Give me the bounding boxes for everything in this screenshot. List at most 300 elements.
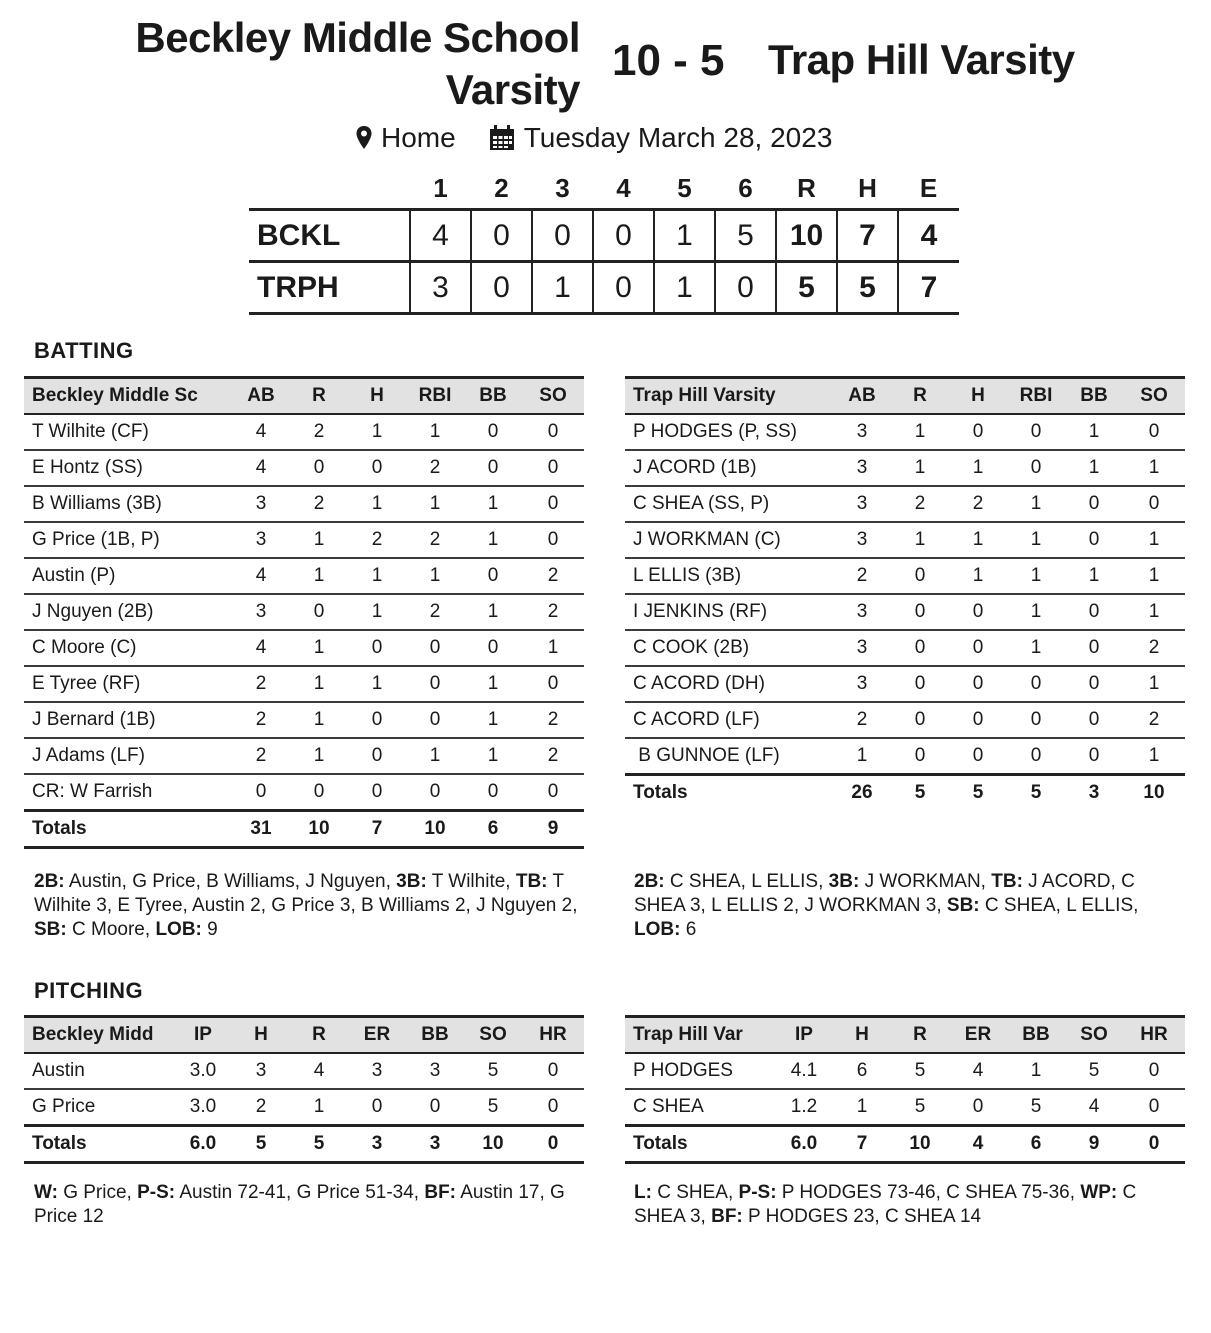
stat-value: 4 bbox=[232, 630, 290, 666]
game-meta bbox=[355, 122, 832, 154]
batting-section-title: BATTING bbox=[34, 338, 134, 363]
stat-value: 0 bbox=[348, 450, 406, 486]
stat-value: 0 bbox=[406, 774, 464, 811]
stat-value: 0 bbox=[464, 630, 522, 666]
stat-value: 1 bbox=[1123, 738, 1185, 775]
stat-value: 0 bbox=[348, 738, 406, 774]
column-header: H bbox=[855, 1024, 869, 1045]
stat-value: 0 bbox=[949, 630, 1007, 666]
column-header: H bbox=[254, 1024, 268, 1045]
stat-value: 0 bbox=[522, 774, 584, 811]
totals-value: 5 bbox=[232, 1126, 290, 1163]
table-header-row bbox=[24, 378, 584, 415]
totals-value: 26 bbox=[851, 782, 873, 803]
player-name: J ACORD (1B) bbox=[625, 450, 833, 486]
player-name: C ACORD (DH) bbox=[625, 666, 833, 702]
stat-value: 0 bbox=[522, 414, 584, 450]
stat-value: 1 bbox=[1065, 414, 1123, 450]
note-label: LOB: bbox=[634, 919, 681, 940]
table-row bbox=[24, 522, 584, 558]
stat-value: 3 bbox=[232, 522, 290, 558]
totals-label: Totals bbox=[625, 1126, 775, 1163]
stat-value: 1 bbox=[1007, 486, 1065, 522]
stat-value: 0 bbox=[522, 450, 584, 486]
totals-value: 6 bbox=[1007, 1126, 1065, 1163]
stat-value: 1 bbox=[1007, 594, 1065, 630]
player-name: B GUNNOE (LF) bbox=[625, 738, 833, 775]
stat-value: 1 bbox=[290, 522, 348, 558]
runs-header: R bbox=[797, 172, 816, 203]
player-name: C Moore (C) bbox=[24, 630, 232, 666]
inning-score: 1 bbox=[654, 262, 715, 314]
stat-value: 2 bbox=[891, 486, 949, 522]
inning-score: 0 bbox=[593, 262, 654, 314]
note-text: C SHEA, L ELLIS, bbox=[979, 895, 1139, 916]
note-label: 3B: bbox=[828, 871, 860, 892]
player-name: C COOK (2B) bbox=[625, 630, 833, 666]
stat-value: 0 bbox=[1065, 738, 1123, 775]
stat-value: 5 bbox=[1007, 1089, 1065, 1126]
game-date: Tuesday March 28, 2023 bbox=[523, 122, 833, 153]
stat-value: 4 bbox=[232, 414, 290, 450]
stat-value: 0 bbox=[1007, 414, 1065, 450]
player-name: P HODGES bbox=[625, 1053, 775, 1089]
note-text: Austin 72-41, G Price 51-34, bbox=[175, 1182, 425, 1203]
stat-value: 1 bbox=[522, 630, 584, 666]
total-runs: 10 bbox=[776, 210, 837, 262]
stat-value: 0 bbox=[1065, 702, 1123, 738]
stat-value: 1 bbox=[464, 666, 522, 702]
stat-value: 0 bbox=[348, 1089, 406, 1126]
note-text: C SHEA, L ELLIS, bbox=[664, 871, 829, 892]
stat-value: 4 bbox=[949, 1053, 1007, 1089]
totals-value: 5 bbox=[290, 1126, 348, 1163]
inning-score: 5 bbox=[715, 210, 776, 262]
stat-value: 2 bbox=[522, 558, 584, 594]
table-row bbox=[625, 522, 1185, 558]
column-header: ER bbox=[363, 1024, 391, 1045]
note-label: L: bbox=[634, 1182, 652, 1203]
note-text: J WORKMAN, bbox=[859, 871, 992, 892]
stat-value: 1 bbox=[406, 738, 464, 774]
stat-value: 0 bbox=[406, 630, 464, 666]
column-header: Trap Hill Var bbox=[633, 1024, 743, 1045]
totals-value: 7 bbox=[348, 811, 406, 848]
column-header: Trap Hill Varsity bbox=[633, 385, 776, 406]
stat-value: 1 bbox=[891, 450, 949, 486]
table-row bbox=[24, 666, 584, 702]
totals-label: Totals bbox=[24, 1126, 174, 1163]
stat-value: 0 bbox=[290, 450, 348, 486]
stat-value: 1 bbox=[833, 738, 891, 775]
stat-value: 0 bbox=[522, 522, 584, 558]
note-label: 2B: bbox=[634, 871, 665, 892]
stat-value: 1 bbox=[290, 702, 348, 738]
batting-notes-home bbox=[34, 870, 594, 942]
stat-value: 2 bbox=[833, 558, 891, 594]
table-row bbox=[625, 630, 1185, 666]
total-errors: 7 bbox=[898, 262, 959, 314]
stat-value: 0 bbox=[891, 630, 949, 666]
stat-value: 0 bbox=[464, 450, 522, 486]
totals-row bbox=[24, 1126, 584, 1163]
stat-value: 0 bbox=[891, 738, 949, 775]
linescore-row-away bbox=[249, 262, 959, 314]
stat-value: 1 bbox=[406, 486, 464, 522]
total-hits: 7 bbox=[837, 210, 898, 262]
totals-value: 0 bbox=[1123, 1126, 1185, 1163]
note-label: P-S: bbox=[137, 1182, 176, 1203]
stat-value: 1 bbox=[891, 522, 949, 558]
team-abbrev: TRPH bbox=[257, 270, 339, 304]
stat-value: 0 bbox=[464, 558, 522, 594]
errors-header: E bbox=[919, 172, 938, 203]
stat-value: 0 bbox=[949, 1089, 1007, 1126]
stat-value: 1 bbox=[290, 630, 348, 666]
stat-value: 3 bbox=[833, 450, 891, 486]
column-header: RBI bbox=[1019, 385, 1053, 406]
stat-value: 0 bbox=[891, 594, 949, 630]
player-name: Austin (P) bbox=[24, 558, 232, 594]
team-abbrev: BCKL bbox=[257, 218, 341, 252]
totals-label: Totals bbox=[633, 782, 688, 803]
total-hits: 5 bbox=[837, 262, 898, 314]
stat-value: 0 bbox=[348, 630, 406, 666]
note-label: WP: bbox=[1080, 1182, 1118, 1203]
column-header: IP bbox=[795, 1024, 813, 1045]
inning-score: 0 bbox=[532, 210, 593, 262]
note-text: Austin 17, G Price 12 bbox=[34, 1182, 565, 1227]
column-header: R bbox=[913, 385, 927, 406]
stat-value: 1 bbox=[464, 738, 522, 774]
inning-score: 0 bbox=[593, 210, 654, 262]
stat-value: 2 bbox=[232, 702, 290, 738]
stat-value: 0 bbox=[949, 702, 1007, 738]
table-row bbox=[625, 1089, 1185, 1126]
inning-score: 4 bbox=[410, 210, 471, 262]
pitching-table-away bbox=[625, 1015, 1185, 1164]
stat-value: 2 bbox=[232, 666, 290, 702]
totals-value: 10 bbox=[891, 1126, 949, 1163]
inning-score: 0 bbox=[715, 262, 776, 314]
total-runs: 5 bbox=[776, 262, 837, 314]
column-header: BB bbox=[1080, 385, 1108, 406]
totals-value: 4 bbox=[949, 1126, 1007, 1163]
stat-value: 0 bbox=[406, 702, 464, 738]
calendar-icon bbox=[488, 125, 516, 151]
note-text: C SHEA, bbox=[651, 1182, 739, 1203]
stat-value: 1 bbox=[290, 738, 348, 774]
column-header: BB bbox=[1022, 1024, 1050, 1045]
stat-value: 2 bbox=[522, 738, 584, 774]
stat-value: 4 bbox=[232, 558, 290, 594]
inning-5-header: 5 bbox=[677, 172, 692, 203]
stat-value: 1 bbox=[1123, 594, 1185, 630]
table-row bbox=[625, 414, 1185, 450]
stat-value: 0 bbox=[290, 594, 348, 630]
stat-value: 6 bbox=[833, 1053, 891, 1089]
note-text: 9 bbox=[201, 919, 218, 940]
column-header: SO bbox=[479, 1024, 507, 1045]
column-header: Beckley Midd bbox=[32, 1024, 154, 1045]
table-row bbox=[24, 702, 584, 738]
stat-value: 0 bbox=[949, 414, 1007, 450]
stat-value: 3 bbox=[833, 522, 891, 558]
pitching-notes-away bbox=[634, 1181, 1174, 1229]
totals-value: 10 bbox=[1143, 782, 1165, 803]
stat-value: 3 bbox=[348, 1053, 406, 1089]
stat-value: 0 bbox=[891, 666, 949, 702]
totals-value: 10 bbox=[290, 811, 348, 848]
column-header: BB bbox=[479, 385, 507, 406]
stat-value: 0 bbox=[1123, 486, 1185, 522]
inning-score: 1 bbox=[654, 210, 715, 262]
totals-value: 3 bbox=[348, 1126, 406, 1163]
column-header: SO bbox=[539, 385, 567, 406]
linescore-row-home bbox=[249, 210, 959, 262]
note-label: SB: bbox=[946, 895, 980, 916]
stat-value: 2 bbox=[522, 594, 584, 630]
note-label: TB: bbox=[991, 871, 1023, 892]
totals-value: 9 bbox=[522, 811, 584, 848]
table-row bbox=[625, 450, 1185, 486]
player-name: J Bernard (1B) bbox=[24, 702, 232, 738]
stat-value: 0 bbox=[891, 702, 949, 738]
stat-value: 1 bbox=[949, 450, 1007, 486]
totals-value: 0 bbox=[522, 1126, 584, 1163]
stat-value: 3 bbox=[833, 414, 891, 450]
table-row bbox=[24, 450, 584, 486]
stat-value: 0 bbox=[1065, 666, 1123, 702]
totals-value: 10 bbox=[406, 811, 464, 848]
note-label: 2B: bbox=[34, 871, 65, 892]
note-label: W: bbox=[34, 1182, 58, 1203]
stat-value: 3 bbox=[833, 630, 891, 666]
player-name: J Nguyen (2B) bbox=[24, 594, 232, 630]
player-name: B Williams (3B) bbox=[24, 486, 232, 522]
column-header: BB bbox=[421, 1024, 449, 1045]
player-name: J WORKMAN (C) bbox=[625, 522, 833, 558]
stat-value: 1 bbox=[464, 702, 522, 738]
table-row bbox=[24, 486, 584, 522]
inning-score: 3 bbox=[410, 262, 471, 314]
note-label: LOB: bbox=[155, 919, 202, 940]
linescore-table bbox=[249, 168, 959, 315]
player-name: CR: W Farrish bbox=[24, 774, 232, 811]
note-label: 3B: bbox=[396, 871, 427, 892]
stat-value: 1 bbox=[1065, 450, 1123, 486]
note-text: P HODGES 23, C SHEA 14 bbox=[742, 1206, 982, 1227]
stat-value: 0 bbox=[1065, 594, 1123, 630]
stat-value: 3.0 bbox=[174, 1089, 232, 1126]
note-label: BF: bbox=[424, 1182, 457, 1203]
table-row bbox=[625, 738, 1185, 775]
stat-value: 1 bbox=[290, 558, 348, 594]
stat-value: 2 bbox=[833, 702, 891, 738]
player-name: G Price (1B, P) bbox=[24, 522, 232, 558]
linescore-header bbox=[249, 168, 959, 210]
stat-value: 0 bbox=[949, 738, 1007, 775]
column-header: ER bbox=[964, 1024, 992, 1045]
stat-value: 4.1 bbox=[775, 1053, 833, 1089]
stat-value: 2 bbox=[522, 702, 584, 738]
stat-value: 0 bbox=[1065, 630, 1123, 666]
stat-value: 0 bbox=[1065, 486, 1123, 522]
stat-value: 3 bbox=[232, 1053, 290, 1089]
player-name: G Price bbox=[24, 1089, 174, 1126]
stat-value: 0 bbox=[949, 594, 1007, 630]
note-text: G Price, bbox=[57, 1182, 138, 1203]
stat-value: 1 bbox=[290, 666, 348, 702]
stat-value: 0 bbox=[1007, 450, 1065, 486]
stat-value: 1 bbox=[949, 522, 1007, 558]
stat-value: 1 bbox=[406, 414, 464, 450]
stat-value: 4 bbox=[232, 450, 290, 486]
table-header-row bbox=[625, 1017, 1185, 1054]
column-header: Beckley Middle Sc bbox=[32, 385, 198, 406]
inning-score: 0 bbox=[471, 210, 532, 262]
stat-value: 2 bbox=[290, 414, 348, 450]
inning-3-header: 3 bbox=[555, 172, 570, 203]
stat-value: 0 bbox=[1123, 1089, 1185, 1126]
stat-value: 0 bbox=[522, 486, 584, 522]
column-header: R bbox=[312, 385, 326, 406]
stat-value: 0 bbox=[522, 1089, 584, 1126]
inning-score: 0 bbox=[471, 262, 532, 314]
stat-value: 1 bbox=[1123, 666, 1185, 702]
stat-value: 0 bbox=[949, 666, 1007, 702]
inning-2-header: 2 bbox=[494, 172, 509, 203]
stat-value: 0 bbox=[348, 702, 406, 738]
stat-value: 1 bbox=[290, 1089, 348, 1126]
stat-value: 2 bbox=[1123, 630, 1185, 666]
player-name: I JENKINS (RF) bbox=[625, 594, 833, 630]
stat-value: 5 bbox=[891, 1053, 949, 1089]
totals-value: 6 bbox=[464, 811, 522, 848]
totals-row bbox=[625, 775, 1185, 811]
stat-value: 3 bbox=[232, 486, 290, 522]
stat-value: 1 bbox=[1123, 450, 1185, 486]
note-text: Austin, G Price, B Williams, J Nguyen, bbox=[64, 871, 397, 892]
stat-value: 0 bbox=[406, 666, 464, 702]
totals-value: 3 bbox=[1088, 782, 1100, 803]
stat-value: 0 bbox=[406, 1089, 464, 1126]
stat-value: 4 bbox=[290, 1053, 348, 1089]
pitching-table-home bbox=[24, 1015, 584, 1164]
totals-value: 3 bbox=[406, 1126, 464, 1163]
stat-value: 2 bbox=[1123, 702, 1185, 738]
stat-value: 2 bbox=[232, 1089, 290, 1126]
table-row bbox=[24, 414, 584, 450]
totals-value: 5 bbox=[1030, 782, 1042, 803]
stat-value: 3 bbox=[406, 1053, 464, 1089]
table-row bbox=[24, 738, 584, 774]
inning-score: 1 bbox=[532, 262, 593, 314]
column-header: HR bbox=[539, 1024, 567, 1045]
table-row bbox=[625, 666, 1185, 702]
home-team-line2: Varsity bbox=[445, 66, 580, 113]
table-row bbox=[24, 594, 584, 630]
stat-value: 5 bbox=[464, 1089, 522, 1126]
pitching-notes-home bbox=[34, 1181, 574, 1229]
totals-value: 10 bbox=[464, 1126, 522, 1163]
totals-value: 7 bbox=[833, 1126, 891, 1163]
stat-value: 1 bbox=[348, 594, 406, 630]
note-text: 6 bbox=[680, 919, 697, 940]
inning-1-header: 1 bbox=[433, 172, 448, 203]
table-row bbox=[24, 558, 584, 594]
stat-value: 2 bbox=[348, 522, 406, 558]
table-row bbox=[24, 1053, 584, 1089]
stat-value: 1 bbox=[464, 522, 522, 558]
away-team-name: Trap Hill Varsity bbox=[768, 36, 1075, 83]
totals-value: 9 bbox=[1065, 1126, 1123, 1163]
table-row bbox=[625, 1053, 1185, 1089]
stat-value: 1 bbox=[1123, 558, 1185, 594]
inning-6-header: 6 bbox=[738, 172, 753, 203]
player-name: Austin bbox=[24, 1053, 174, 1089]
inning-4-header: 4 bbox=[616, 172, 631, 203]
stat-value: 3 bbox=[833, 666, 891, 702]
totals-value: 5 bbox=[972, 782, 984, 803]
stat-value: 0 bbox=[1007, 666, 1065, 702]
stat-value: 1 bbox=[833, 1089, 891, 1126]
totals-value: 6.0 bbox=[174, 1126, 232, 1163]
totals-value: 31 bbox=[232, 811, 290, 848]
stat-value: 3 bbox=[833, 486, 891, 522]
stat-value: 3 bbox=[232, 594, 290, 630]
stat-value: 0 bbox=[464, 774, 522, 811]
stat-value: 5 bbox=[464, 1053, 522, 1089]
stat-value: 3.0 bbox=[174, 1053, 232, 1089]
player-name: C ACORD (LF) bbox=[625, 702, 833, 738]
column-header: R bbox=[913, 1024, 927, 1045]
stat-value: 2 bbox=[406, 594, 464, 630]
batting-table-away bbox=[625, 376, 1185, 810]
totals-row bbox=[24, 811, 584, 848]
stat-value: 0 bbox=[348, 774, 406, 811]
note-text: T Wilhite 3, E Tyree, Austin 2, G Price 3, B Williams 2, J Nguyen 2, bbox=[34, 871, 578, 916]
totals-value: 5 bbox=[914, 782, 926, 803]
location-label: Home bbox=[381, 122, 456, 153]
stat-value: 2 bbox=[232, 738, 290, 774]
totals-label: Totals bbox=[24, 811, 232, 848]
stat-value: 0 bbox=[522, 1053, 584, 1089]
note-label: TB: bbox=[515, 871, 548, 892]
stat-value: 2 bbox=[949, 486, 1007, 522]
stat-value: 0 bbox=[290, 774, 348, 811]
table-row bbox=[625, 558, 1185, 594]
stat-value: 0 bbox=[1007, 702, 1065, 738]
stat-value: 1 bbox=[891, 414, 949, 450]
table-row bbox=[24, 774, 584, 811]
stat-value: 1 bbox=[348, 414, 406, 450]
stat-value: 1 bbox=[1007, 630, 1065, 666]
column-header: SO bbox=[1140, 385, 1168, 406]
player-name: C SHEA (SS, P) bbox=[625, 486, 833, 522]
stat-value: 2 bbox=[290, 486, 348, 522]
column-header: AB bbox=[848, 385, 876, 406]
hits-header: H bbox=[858, 172, 877, 203]
totals-value: 6.0 bbox=[775, 1126, 833, 1163]
column-header: R bbox=[312, 1024, 326, 1045]
stat-value: 0 bbox=[522, 666, 584, 702]
column-header: H bbox=[370, 385, 384, 406]
stat-value: 3 bbox=[833, 594, 891, 630]
note-text: P HODGES 73-46, C SHEA 75-36, bbox=[776, 1182, 1081, 1203]
note-text: C SHEA 3, bbox=[634, 1182, 1137, 1227]
stat-value: 2 bbox=[406, 522, 464, 558]
